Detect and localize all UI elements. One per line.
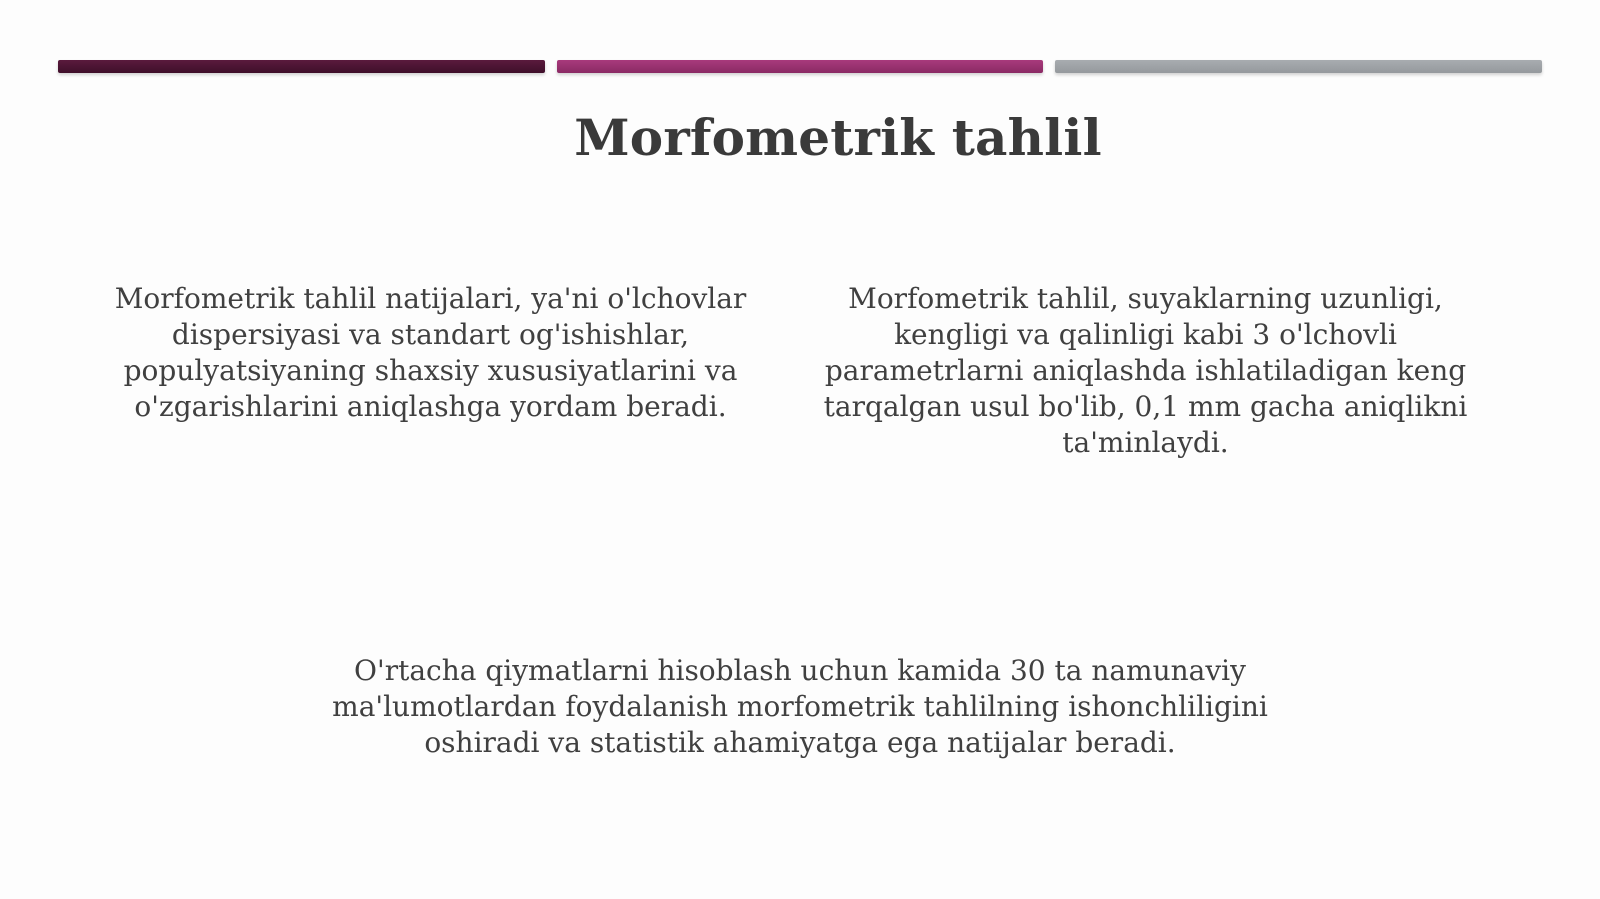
paragraph-right: Morfometrik tahlil, suyaklarning uzunligi, kengligi va qalinligi kabi 3 o'lchovli parametrlarni aniqlashda ishlatiladigan keng tarqalgan usul bo'lib, 0,1 mm gacha aniqlikni ta'minlaydi. (823, 282, 1468, 459)
paragraph-left: Morfometrik tahlil natijalari, ya'ni o'lchovlar dispersiyasi va standart og'ishishlar, populyatsiyaning shaxsiy xususiyatlarini va o'zgarishlarini aniqlashga yordam beradi. (114, 282, 747, 423)
accent-bar-magenta (557, 60, 1043, 73)
accent-bar-gray (1055, 60, 1542, 73)
slide-title: Morfometrik tahlil (574, 108, 1102, 167)
accent-bar-dark-plum (58, 60, 545, 73)
paragraph-bottom: O'rtacha qiymatlarni hisoblash uchun kamida 30 ta namunaviy ma'lumotlardan foydalanish morfometrik tahlilning ishonchliligini oshiradi va statistik ahamiyatga ega natijalar beradi. (332, 654, 1268, 759)
